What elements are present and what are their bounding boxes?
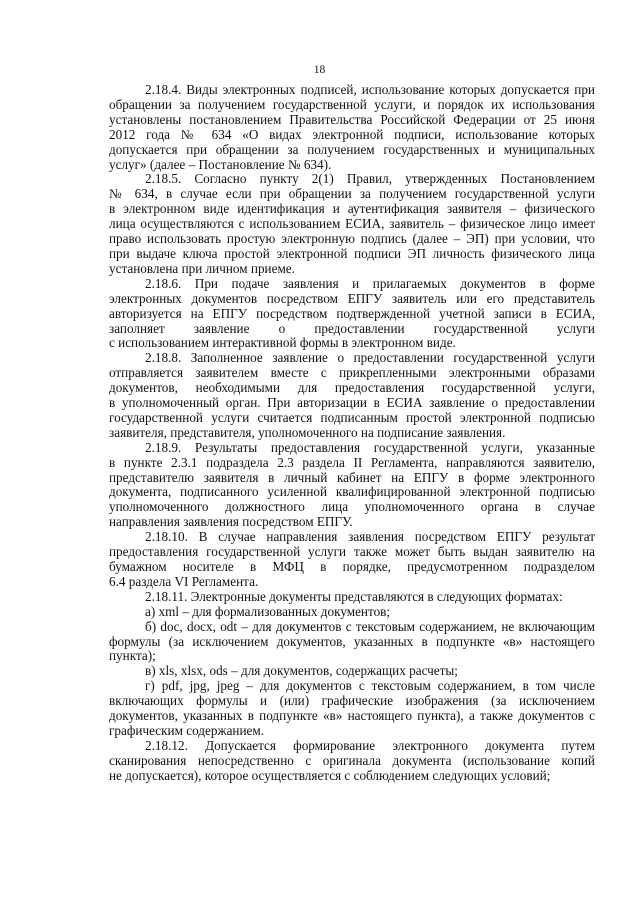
paragraph-p-2-18-9 (109, 441, 595, 530)
text-line: авторизуется на ЕПГУ посредством подтвержденной учетной записи в ЕСИА, (109, 305, 595, 321)
text-line: обращении за получением государственной услуги, и порядок их использования (109, 96, 595, 112)
text-line: сканирования непосредственно с оригинала документа (использование копий (109, 752, 595, 768)
text-line: при выдаче ключа простой электронной подписи ЭП личность физического лица (109, 245, 595, 261)
document-body (109, 83, 595, 784)
text-line: 2.18.11. Электронные документы представляются в следующих форматах: (145, 588, 563, 604)
text-line: г) pdf, jpg, jpeg – для документов с текстовым содержанием, в том числе (145, 678, 595, 694)
text-line: 2.18.5. Согласно пункту 2(1) Правил, утвержденных Постановлением (145, 171, 595, 187)
text-line: 2.18.4. Виды электронных подписей, использование которых допускается при (145, 82, 595, 97)
paragraph-p-2-18-6 (109, 277, 595, 352)
text-line: в пункте 2.3.1 подраздела 2.3 раздела II Регламента, направляются заявителю, (109, 454, 595, 470)
paragraph-p-g (109, 679, 595, 739)
paragraph-p-2-18-4 (109, 83, 595, 172)
text-line: в электронном виде идентификация и аутентификация заявителя – физического (109, 201, 595, 217)
text-line: отправляется заявителем вместе с прикрепленными электронными образами (109, 365, 595, 381)
text-line: документов, указанных в подпункте «в» настоящего пункта), а также документов с (109, 708, 595, 724)
text-line: в уполномоченный орган. При авторизации в ЕСИА заявление о предоставлении (109, 395, 595, 411)
text-line: лица осуществляются с использованием ЕСИА, заявитель – физическое лицо имеет (109, 216, 595, 232)
text-line: допускается при обращении за получением государственных и муниципальных (109, 141, 595, 157)
paragraph-p-2-18-12 (109, 739, 595, 784)
text-line: бумажном носителе в МФЦ в порядке, предусмотренном подразделом (109, 559, 595, 574)
text-line: электронных документов посредством ЕПГУ заявитель или его представитель (109, 290, 595, 306)
paragraph-p-2-18-10 (109, 530, 595, 590)
text-line: представителю заявителя в личный кабинет на ЕПГУ в форме электронного (109, 469, 595, 485)
paragraph-p-2-18-5 (109, 172, 595, 276)
text-line: графическим содержанием. (109, 722, 265, 738)
text-line: установлены постановлением Правительства Российской Федерации от 25 июня (109, 111, 595, 127)
text-line: 2.18.10. В случае направления заявления посредством ЕПГУ результат (145, 529, 595, 545)
paragraph-p-2-18-11 (109, 590, 595, 605)
text-line: документа, подписанного усиленной квалифицированной электронной подписью (109, 484, 595, 500)
text-line: установлена при личном приеме. (109, 260, 295, 276)
text-line: 2.18.12. Допускается формирование электронного документа путем (145, 737, 595, 753)
text-line: 2.18.8. Заполненное заявление о предоставлении государственной услуги (145, 350, 595, 366)
text-line: право использовать простую электронную подпись (далее – ЭП) при условии, что (109, 231, 595, 247)
paragraph-p-a (109, 605, 595, 620)
text-line: заявителя, представителя, уполномоченного на подписание заявления. (109, 424, 506, 440)
text-line: № 634, в случае если при обращении за получением государственной услуги (109, 186, 595, 202)
text-line: с использованием интерактивной формы в электронном виде. (109, 335, 456, 351)
text-line: предоставления государственной услуги также может быть выдан заявителю на (109, 544, 595, 560)
text-line: государственной услуги считается подписанным простой электронной подписью (109, 409, 595, 425)
text-line: в) xls, xlsx, ods – для документов, содержащих расчеты; (145, 663, 458, 679)
text-line: услуг» (далее – Постановление № 634). (109, 156, 332, 172)
page-number: 18 (313, 64, 326, 76)
text-line: пункта); (109, 648, 156, 664)
text-line: не допускается), которое осуществляется с соблюдением следующих условий; (109, 767, 551, 783)
text-line: 2.18.9. Результаты предоставления государственной услуги, указанные (145, 439, 595, 455)
text-line: 6.4 раздела VI Регламента. (109, 573, 259, 589)
text-line: направления заявления посредством ЕПГУ. (109, 514, 353, 530)
paragraph-p-v (109, 664, 595, 679)
text-line: а) xml – для формализованных документов; (145, 603, 391, 619)
text-line: б) doc, docx, odt – для документов с текстовым содержанием, не включающим (145, 618, 595, 634)
text-line: документов, необходимыми для предоставления государственной услуги, (109, 380, 595, 396)
text-line: 2012 года № 634 «О видах электронной подписи, использование которых (109, 126, 595, 142)
text-line: включающих формулы и (или) графические изображения (за исключением (109, 693, 595, 709)
text-line: уполномоченного должностного лица уполномоченного органа в случае (109, 499, 595, 515)
paragraph-p-b (109, 620, 595, 665)
text-line: формулы (за исключением документов, указанных в подпункте «в» настоящего (109, 633, 595, 649)
text-line: 2.18.6. При подаче заявления и прилагаемых документов в форме (145, 275, 595, 291)
text-line: заполняет заявление о предоставлении государственной услуги (109, 320, 595, 336)
paragraph-p-2-18-8 (109, 351, 595, 440)
